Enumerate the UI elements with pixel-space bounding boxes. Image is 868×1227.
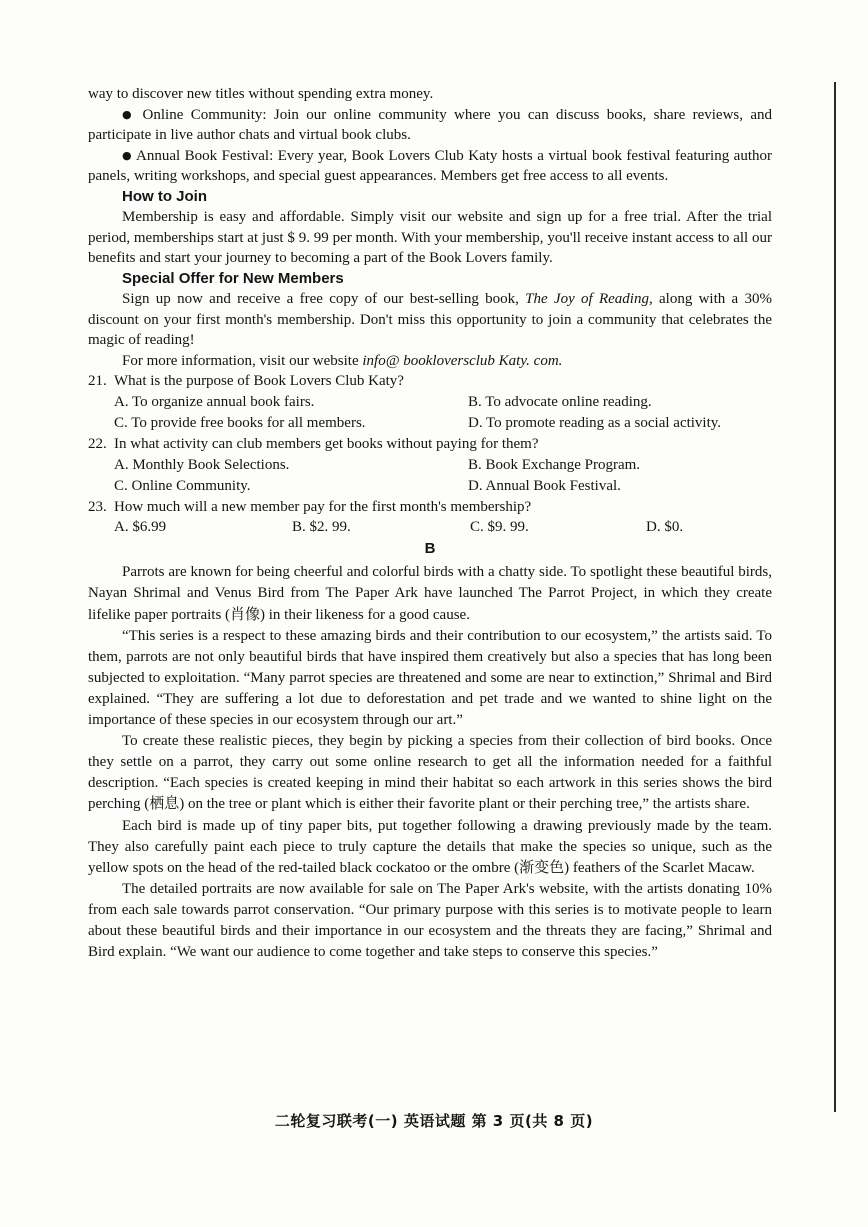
option-a: A. To organize annual book fairs. [114,393,315,410]
option-c: C. Online Community. [114,477,251,494]
bullet-online-community [88,105,772,146]
question-number: 21. [88,373,107,389]
page-footer: 二轮复习联考(一) 英语试题 第 3 页(共 8 页) [274,1112,594,1130]
website-text: info@ bookloversclub Katy. com. [362,352,563,369]
bullet-icon: ● [122,148,133,162]
section-b-heading: B [424,540,436,558]
option-b: B. To advocate online reading. [468,393,652,410]
passage-b-paragraph: To create these realistic pieces, they begin by picking a species from their collection of bird books. Once they settle on a parrot, they carry out some online research to get all the information needed for a faithful description. “Each species is created keeping in mind their habitat so each artwork in this series shows the bird perching (栖息) on the tree or plant which is either their favorite plant or their perching tree,” the artists share. [88,733,772,813]
option-a: A. $6.99 [114,519,167,536]
option-c: C. $9. 99. [470,519,529,536]
option-d: D. Annual Book Festival. [468,477,621,494]
more-info-line [88,351,772,372]
passage-b [88,562,772,963]
option-c: C. To provide free books for all members. [114,414,366,431]
special-offer-text [88,289,772,351]
option-d: D. To promote reading as a social activity. [468,414,722,431]
page-content [88,84,772,963]
question-21 [88,371,772,434]
passage-b-paragraph: Each bird is made up of tiny paper bits, put together following a drawing previously made by the team. They also carefully paint each piece to truly capture the details that make the species so unique, such as the yellow spots on the head of the red-tailed black cockatoo or the ombre (渐变色) feathers of the Scarlet Macaw. [88,817,772,876]
bullet-label: Annual Book Festival: [135,147,274,164]
how-to-join-text: Membership is easy and affordable. Simply visit our website and sign up for a free trial. After the trial period, memberships start at just $ 9. 99 per month. With your membership, you'll receive instant access to all our benefits and start your journey to becoming a part of the Book Lovers family. [88,209,772,266]
passage-b-paragraph: The detailed portraits are now available for sale on The Paper Ark's website, with the artists donating 10% from each sale towards parrot conservation. “Our primary purpose with this series is to motivate people to learn about these beautiful birds and their importance in our ecosystem and the threats they are facing,” Shrimal and Bird explain. “We want our audience to come together and take steps to conserve this species.” [88,880,772,961]
option-b: B. $2. 99. [292,519,351,536]
bullet-annual-festival [88,146,772,187]
question-stem: What is the purpose of Book Lovers Club Katy? [114,373,404,389]
offer-text-after: , along with a 30% discount on your first month's membership. Don't miss this opportunity to join a community that celebrates the magic of reading! [88,291,772,348]
bullet-text: Every year, Book Lovers Club Katy hosts a virtual book festival featuring author panels, writing workshops, and special guest appearances. Members get free access to all events. [88,147,772,184]
question-stem: How much will a new member pay for the first month's membership? [114,498,532,515]
question-23 [88,497,772,539]
how-to-join-heading: How to Join [122,187,207,205]
option-d: D. $0. [646,519,684,536]
intro-tail: way to discover new titles without spending extra money. [88,86,434,102]
passage-b-paragraph: Parrots are known for being cheerful and colorful birds with a chatty side. To spotlight these beautiful birds, Nayan Shrimal and Venus Bird from The Paper Ark have launched The Parrot Project, in which they create lifelike paper portraits (肖像) in their likeness for a good cause. [88,564,772,623]
special-offer-heading: Special Offer for New Members [122,269,344,287]
info-before: For more information, visit our website [122,352,363,369]
offer-text-before: Sign up now and receive a free copy of our best-selling book, [122,291,526,307]
book-title: The Joy of Reading [525,291,649,307]
bullet-icon: ● [122,107,136,121]
question-number: 22. [88,435,107,452]
bullet-label: Online Community: [142,106,267,123]
question-stem: In what activity can club members get books without paying for them? [114,435,539,452]
passage-b-paragraph: “This series is a respect to these amazing birds and their contribution to our ecosystem,” the artists said. To them, parrots are not only beautiful birds that have inspired them creatively but also a species that has long been subjected to exploitation. “Many parrot species are threatened and some are near to extinction,” Shrimal and Bird explained. “They are suffering a lot due to deforestation and pet trade and we wanted to shine light on the importance of these species in our ecosystem through our art.” [88,627,772,729]
bullet-text: Join our online community where you can discuss books, share reviews, and participate in live author chats and virtual book clubs. [88,106,772,143]
question-22 [88,434,772,497]
option-a: A. Monthly Book Selections. [114,456,290,473]
option-b: B. Book Exchange Program. [468,456,641,473]
question-number: 23. [88,498,107,515]
margin-rule [834,82,836,1112]
